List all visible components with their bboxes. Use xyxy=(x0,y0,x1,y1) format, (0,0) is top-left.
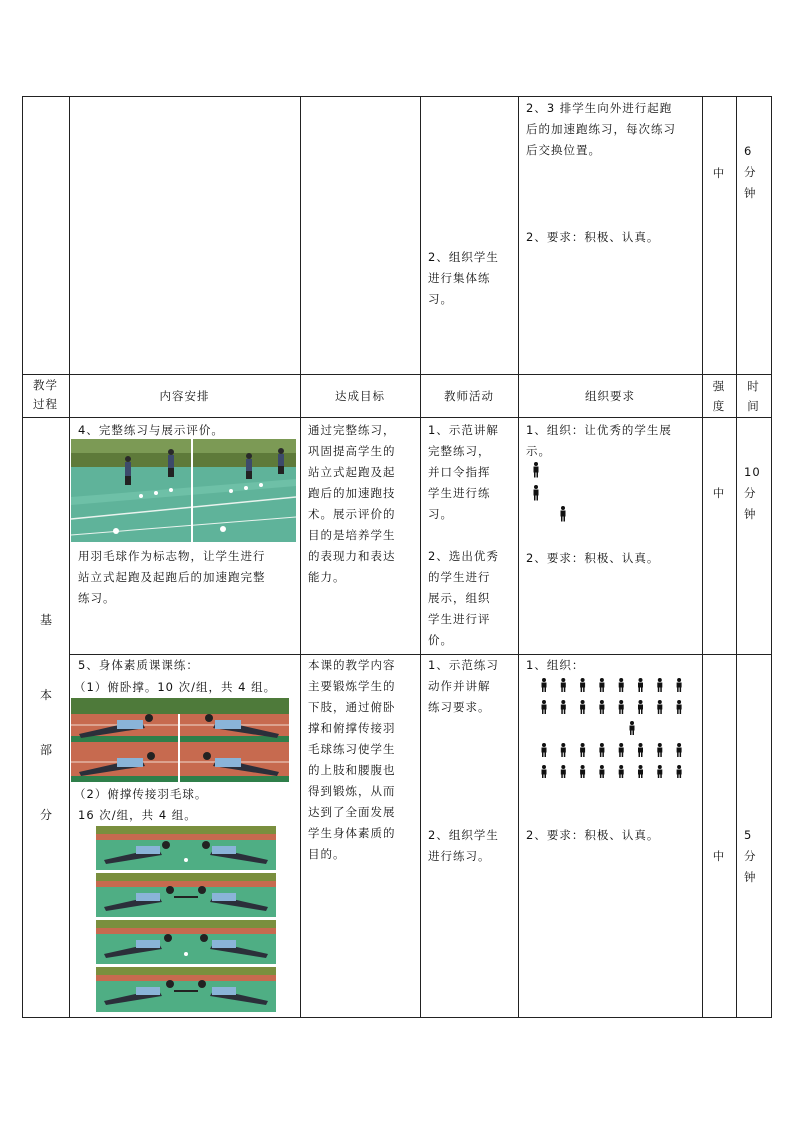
text-line: 练习要求。 xyxy=(428,700,491,714)
pushup-photo xyxy=(71,698,289,782)
text-line: 目的。 xyxy=(308,847,346,861)
phase-char: 基 xyxy=(39,613,52,627)
student-formation xyxy=(538,678,698,778)
student-icon xyxy=(677,700,682,714)
text-line: 毛球练习使学生 xyxy=(308,742,396,756)
student-icon xyxy=(619,700,624,714)
student-icon xyxy=(561,700,566,714)
text-line: 习。 xyxy=(428,292,453,306)
header-time xyxy=(736,376,771,416)
top-org-requirements xyxy=(526,98,702,161)
text-line: 5 xyxy=(744,828,753,842)
teacher-icon xyxy=(630,721,635,735)
text-line: 站立式起跑及起 xyxy=(308,465,396,479)
text-line: 度 xyxy=(712,399,726,413)
text-line: 用羽毛球作为标志物，让学生进行 xyxy=(78,549,266,563)
teacher-icon xyxy=(559,506,567,525)
text-line: 巩固提高学生的 xyxy=(308,444,396,458)
row5-teacher-organize xyxy=(428,825,518,867)
row4-org xyxy=(526,420,702,462)
header-intensity xyxy=(702,376,736,416)
text-line: 完整练习， xyxy=(428,444,491,458)
text-line: 1、示范练习 xyxy=(428,658,499,672)
student-icon xyxy=(677,678,682,692)
top-teacher-activity xyxy=(428,247,518,310)
table-border-left xyxy=(22,96,23,1018)
header-goal: 达成目标 xyxy=(335,389,385,403)
student-icon xyxy=(638,678,643,692)
text-line: 的学生进行 xyxy=(428,570,491,584)
text-line: （2）俯撑传接羽毛球。 xyxy=(74,787,208,801)
student-icon xyxy=(542,743,547,757)
text-line: 后的加速跑练习，每次练习 xyxy=(526,122,676,136)
text-line: 后交换位置。 xyxy=(526,143,601,157)
text-line: 本课的教学内容 xyxy=(308,658,396,672)
table-row-divider xyxy=(22,417,772,418)
text-line: 能力。 xyxy=(308,570,346,584)
student-icon xyxy=(542,678,547,692)
text-line: 10 xyxy=(744,465,761,479)
text-line: 分 xyxy=(744,165,757,179)
table-col-divider xyxy=(69,96,70,1018)
text-line: 学生进行评 xyxy=(428,612,491,626)
text-line: 钟 xyxy=(744,870,757,884)
row5-item2 xyxy=(74,784,300,826)
text-line: 主要锻炼学生的 xyxy=(308,679,396,693)
text-line: 的上肢和腰腹也 xyxy=(308,763,396,777)
text-line: 示。 xyxy=(526,444,551,458)
text-line: 1、组织：让优秀的学生展 xyxy=(526,423,672,437)
text-line: 学生进行练 xyxy=(428,486,491,500)
text-line: 并口令指挥 xyxy=(428,465,491,479)
phase-char: 本 xyxy=(39,688,52,702)
text-line: 分 xyxy=(744,486,757,500)
student-icon xyxy=(580,743,585,757)
row5-intensity: 中 xyxy=(712,849,726,863)
top-intensity: 中 xyxy=(712,166,726,180)
text-line: 16 次/组，共 4 组。 xyxy=(78,808,197,822)
row5-teacher-demo xyxy=(428,655,518,718)
text-line: 2、选出优秀 xyxy=(428,549,499,563)
row5-requirement: 2、要求：积极、认真。 xyxy=(526,828,660,842)
text-line: 进行集体练 xyxy=(428,271,491,285)
student-icon xyxy=(561,678,566,692)
row5-item1: （1）俯卧撑。10 次/组，共 4 组。 xyxy=(74,680,277,694)
phase-char: 分 xyxy=(39,808,52,822)
text-line: 进行练习。 xyxy=(428,849,491,863)
header-phase xyxy=(22,376,69,414)
text-line: 站立式起跑及起跑后的加速跑完整 xyxy=(78,570,266,584)
student-icon xyxy=(657,765,662,778)
phase-char: 部 xyxy=(39,743,52,757)
text-line: 1、示范讲解 xyxy=(428,423,499,437)
student-icon xyxy=(619,743,624,757)
text-line: 钟 xyxy=(744,507,757,521)
row4-description xyxy=(78,546,300,609)
top-requirement xyxy=(526,227,702,248)
text-line: 跑后的加速跑技 xyxy=(308,486,396,500)
student-icon xyxy=(657,743,662,757)
table-col-divider xyxy=(420,96,421,1018)
top-time xyxy=(744,141,770,204)
text-line: 强 xyxy=(712,379,726,393)
text-line: 过程 xyxy=(33,397,58,411)
text-line: 2、组织学生 xyxy=(428,828,499,842)
text-line: 撑和俯撑传接羽 xyxy=(308,721,396,735)
student-icon xyxy=(677,765,682,778)
student-icon xyxy=(657,700,662,714)
header-org: 组织要求 xyxy=(585,389,635,403)
student-icon xyxy=(599,743,604,757)
shuttlecock-pass-photo xyxy=(96,826,276,1012)
text-line: 的表现力和表达 xyxy=(308,549,396,563)
header-teacher: 教师活动 xyxy=(444,389,494,403)
table-col-divider xyxy=(702,96,703,1018)
row5-title: 5、身体素质课课练： xyxy=(78,658,199,672)
text-line: 6 xyxy=(744,144,753,158)
student-icon xyxy=(561,743,566,757)
table-col-divider xyxy=(300,96,301,1018)
student-icon xyxy=(638,765,643,778)
student-icon xyxy=(542,700,547,714)
text-line: 间 xyxy=(747,399,760,413)
text-line: 练习。 xyxy=(78,591,116,605)
text-line: 下肢，通过俯卧 xyxy=(308,700,396,714)
lesson-plan-table xyxy=(22,96,772,1018)
text-line: 动作并讲解 xyxy=(428,679,491,693)
text-line: 习。 xyxy=(428,507,453,521)
text-line: 2、要求：积极、认真。 xyxy=(526,230,660,244)
student-icon xyxy=(542,765,547,778)
table-border-bottom xyxy=(22,1017,772,1018)
student-icon xyxy=(677,743,682,757)
student-icon xyxy=(532,462,540,481)
student-icon xyxy=(599,765,604,778)
table-col-divider xyxy=(736,96,737,1018)
student-icon xyxy=(580,700,585,714)
text-line: 通过完整练习， xyxy=(308,423,396,437)
student-icon xyxy=(657,678,662,692)
text-line: 教学 xyxy=(33,378,58,392)
row5-time xyxy=(744,825,770,888)
text-line: 术。展示评价的 xyxy=(308,507,396,521)
text-line: 时 xyxy=(747,379,760,393)
table-row-divider xyxy=(22,374,772,375)
row4-intensity: 中 xyxy=(712,486,726,500)
row4-time xyxy=(744,462,770,525)
formation-diagram xyxy=(538,678,698,778)
row5-org: 1、组织： xyxy=(526,658,585,672)
text-line: 展示，组织 xyxy=(428,591,491,605)
student-icon xyxy=(619,765,624,778)
text-line: 学生身体素质的 xyxy=(308,826,396,840)
row5-goal xyxy=(308,655,420,865)
spacer xyxy=(428,525,518,546)
text-line: 2、组织学生 xyxy=(428,250,499,264)
text-line: 分 xyxy=(744,849,757,863)
row4-title: 4、完整练习与展示评价。 xyxy=(78,423,224,437)
text-line: 2、3 排学生向外进行起跑 xyxy=(526,101,673,115)
row4-teacher xyxy=(428,420,518,651)
student-icon xyxy=(638,700,643,714)
student-icon xyxy=(638,743,643,757)
text-line: 达到了全面发展 xyxy=(308,805,396,819)
text-line: 目的是培养学生 xyxy=(308,528,396,542)
student-icon xyxy=(532,485,540,504)
student-icon xyxy=(599,678,604,692)
sprint-practice-photo xyxy=(71,439,296,542)
student-icon xyxy=(599,700,604,714)
row4-requirement: 2、要求：积极、认真。 xyxy=(526,551,660,565)
student-icon xyxy=(580,765,585,778)
table-border-top xyxy=(22,96,772,97)
table-border-right xyxy=(771,96,772,1018)
text-line: 钟 xyxy=(744,186,757,200)
student-icon xyxy=(619,678,624,692)
header-content: 内容安排 xyxy=(159,389,210,403)
student-icon xyxy=(580,678,585,692)
text-line: 价。 xyxy=(428,633,453,647)
student-icon xyxy=(561,765,566,778)
text-line: 得到锻炼，从而 xyxy=(308,784,396,798)
table-col-divider xyxy=(518,96,519,1018)
row4-goal xyxy=(308,420,420,588)
